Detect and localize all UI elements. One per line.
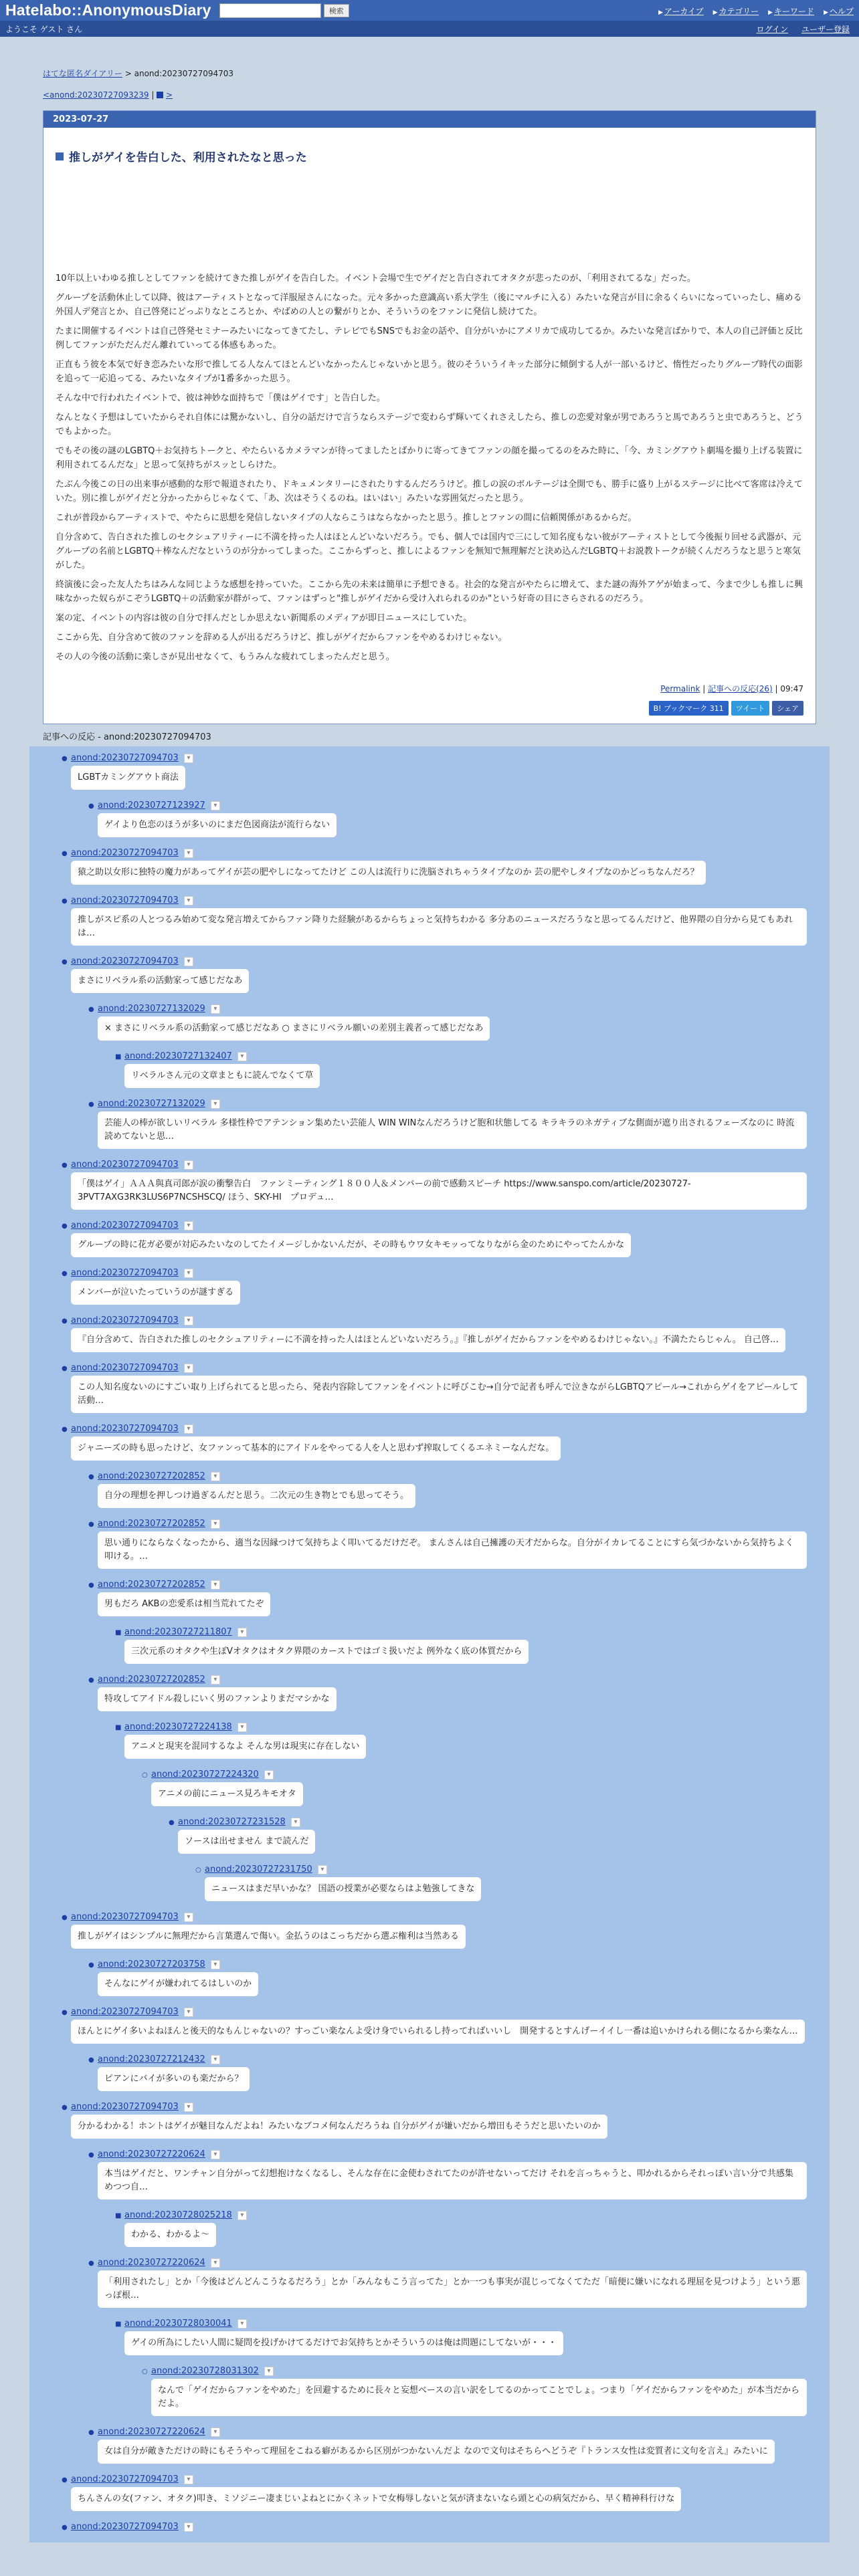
comment-header xyxy=(71,848,830,858)
comment-id-link[interactable]: ● anond:20230727094703 xyxy=(71,1363,179,1373)
login-link[interactable]: ログイン xyxy=(756,24,788,34)
breadcrumb-separator: > xyxy=(122,69,134,78)
chevron-down-icon[interactable]: ▾ xyxy=(211,801,220,811)
comment-id-link[interactable]: ● anond:20230727231528 xyxy=(178,1817,286,1827)
user-bar xyxy=(0,21,859,37)
comment-id-link[interactable]: ● anond:20230727220624 xyxy=(98,2258,205,2268)
comment-entry xyxy=(29,2007,830,2050)
chevron-down-icon[interactable]: ▾ xyxy=(211,1519,220,1529)
comment-header xyxy=(71,1220,830,1230)
comment-header xyxy=(124,1051,830,1061)
nav-archive[interactable]: アーカイブ xyxy=(664,7,704,16)
article-paragraph: 正直もう彼を本気で好き恋みたいな形で推してる人なんてほとんどいなかったんじゃないかと思う。彼のそういうイキッた部分に傾倒する人が一部いるけど、惰性だったりグループ時代の面影を追って一応追ってる、みたいなタイプが1番多かった思う。 xyxy=(56,360,803,384)
article-paragraph: たまに開催するイベントは自己啓発セミナーみたいになってきてたし、テレビでもSNSでもお金の話や、自分がいかにアメリカで成功してるか。みたいな発言ばかりで、本人の自己評価と反比例してファンがただんだん離れていってる体感もあった。 xyxy=(56,326,803,350)
comment-text: ほんとにゲイ多いよねほんと後天的なもんじゃないの？すっごい楽なんよ受け身でいられるし持ってればいいし 開発するとすんげーイイし一番は追いかけられる側になるから楽なん… xyxy=(71,2020,805,2044)
comment-entry xyxy=(29,800,830,844)
chevron-down-icon[interactable]: ▾ xyxy=(211,1675,220,1685)
article xyxy=(43,110,816,724)
chevron-down-icon[interactable]: ▾ xyxy=(211,2428,220,2437)
breadcrumb-home[interactable]: はてな匿名ダイアリー xyxy=(43,69,122,78)
comment-text: 特攻してアイドル殺しにいく男のファンよりまだマシかな xyxy=(98,1687,337,1711)
comment-text: アニメの前にニュース見ろキモオタ xyxy=(151,1782,303,1806)
comment-id-link[interactable]: ■ anond:20230727211807 xyxy=(124,1627,232,1637)
comment-entry xyxy=(29,848,830,891)
chevron-down-icon[interactable]: ▾ xyxy=(184,2475,193,2484)
comment-id-link[interactable]: ● anond:20230727094703 xyxy=(71,848,179,858)
comment-text: 本当はゲイだと、ワンチャン自分がって幻想抱けなくなるし、そんな存在に金使わされてたのが許せないってだけ それを言っちゃうと、叩かれるからそれっぽい言い分で共感集めつつ自… xyxy=(98,2162,807,2199)
comment-entry xyxy=(29,753,830,796)
comment-text: 推しがスピ系の人とつるみ始めて変な発言増えてからファン降りた経験があるからちょっと気持ちわかる 多分あのニュースだろうなと思ってるんだけど、他界隈の自分から見てもあれは… xyxy=(71,908,807,946)
comment-id-link[interactable]: ● anond:20230727094703 xyxy=(71,1160,179,1170)
nav-category[interactable]: カテゴリー xyxy=(719,7,759,16)
chevron-down-icon[interactable]: ▾ xyxy=(237,1628,247,1637)
comment-text: 自分の理想を押しつけ過ぎるんだと思う。二次元の生き物とでも思ってそう。 xyxy=(98,1484,415,1508)
comment-id-link[interactable]: ● anond:20230727094703 xyxy=(71,2474,179,2484)
comment-entry xyxy=(29,1220,830,1264)
breadcrumb xyxy=(0,37,859,84)
comment-header xyxy=(71,1160,830,1170)
chevron-down-icon[interactable]: ▾ xyxy=(237,2211,247,2220)
comment-header xyxy=(178,1817,830,1827)
comment-header xyxy=(71,956,830,966)
comment-header xyxy=(124,2210,830,2220)
comment-header xyxy=(71,2007,830,2017)
comment-text: なんで「ゲイだからファンをやめた」を回避するために長々と妄想ベースの言い訳をしてるのかってことでしょ。つまり「ゲイだからファンをやめた」が本当だからだよ。 xyxy=(151,2379,807,2416)
comment-id-link[interactable]: ● anond:20230727220624 xyxy=(98,2427,205,2437)
comment-entry xyxy=(29,2366,830,2423)
comment-text: 「利用されたし」とか「今後はどんどんこうなるだろう」とか「みんなもこう言ってた」とか一つも事実が混じってなくてただ「暗便に嫌いになれる理屈を見つけよう」という悪っぽ根… xyxy=(98,2270,807,2308)
comment-id-link[interactable]: ● anond:20230727220624 xyxy=(98,2149,205,2159)
comment-entry xyxy=(29,1959,830,2003)
comment-entry xyxy=(29,956,830,1000)
chevron-down-icon[interactable]: ▾ xyxy=(184,896,193,905)
chevron-down-icon[interactable]: ▾ xyxy=(184,1424,193,1434)
comment-id-link[interactable]: ● anond:20230727132029 xyxy=(98,1099,205,1109)
comment-header xyxy=(98,2427,830,2437)
chevron-down-icon[interactable]: ▾ xyxy=(211,1472,220,1481)
chevron-down-icon[interactable]: ▾ xyxy=(211,1099,220,1109)
comment-id-link[interactable]: ● anond:20230727094703 xyxy=(71,2007,179,2017)
comment-id-link[interactable]: ● anond:20230727094703 xyxy=(71,1315,179,1325)
comment-header xyxy=(124,1722,830,1732)
comment-entry xyxy=(29,2474,830,2518)
chevron-down-icon[interactable]: ▾ xyxy=(184,754,193,763)
comment-text: メンバーが泣いたっていうのが謎すぎる xyxy=(71,1281,240,1305)
pager xyxy=(0,84,859,110)
comment-header xyxy=(71,1912,830,1922)
comment-header xyxy=(71,1315,830,1325)
chevron-down-icon[interactable]: ▾ xyxy=(211,1580,220,1590)
article-paragraph: 10年以上いわゆる推しとしてファンを続けてきた推しがゲイを告白した。イベント会場で生でゲイだと告白されてオタクが悲ったのが、「利用されてるな」だった。 xyxy=(56,274,696,284)
chevron-down-icon[interactable]: ▾ xyxy=(237,1052,247,1061)
permalink-link[interactable]: Permalink xyxy=(660,684,700,693)
article-paragraph: 案の定、イベントの内容は彼の自分で拝んだとしか思えない新聞系のメディアが即日ニュースにしていた。 xyxy=(56,613,472,623)
comment-entry xyxy=(29,1580,830,1623)
chevron-down-icon[interactable]: ▾ xyxy=(264,1770,274,1780)
pager-separator: | xyxy=(149,90,157,100)
comment-id-link[interactable]: ● anond:20230727202852 xyxy=(98,1519,205,1529)
chevron-down-icon[interactable]: ▾ xyxy=(211,2258,220,2268)
comment-header xyxy=(98,1099,830,1109)
comment-entry xyxy=(29,1519,830,1576)
comment-text: 男もだろ AKBの恋愛系は相当荒れてたぞ xyxy=(98,1592,270,1616)
comment-id-link[interactable]: ● anond:20230727094703 xyxy=(71,753,179,763)
comment-entry xyxy=(29,2149,830,2206)
comment-entry xyxy=(29,1627,830,1671)
share-buttons xyxy=(43,701,816,724)
comment-id-link[interactable]: ■ anond:20230727224138 xyxy=(124,1722,232,1732)
comment-header xyxy=(205,1864,830,1874)
comment-header xyxy=(98,1471,830,1481)
comment-id-link[interactable]: ● anond:20230727202852 xyxy=(98,1675,205,1685)
comment-text: 三次元系のオタクや生ぽVオタクはオタク界隈のカーストではゴミ扱いだよ 例外なく底の体質だから xyxy=(124,1640,529,1664)
welcome-text: ようこそ ゲスト さん xyxy=(5,24,83,34)
chevron-down-icon[interactable]: ▾ xyxy=(184,957,193,966)
triangle-right-icon: ▶ xyxy=(658,9,663,16)
comment-text: わかる、わかるよ〜 xyxy=(124,2223,216,2247)
comment-id-link[interactable]: ● anond:20230727132029 xyxy=(98,1004,205,1014)
comment-header xyxy=(98,1519,830,1529)
comment-id-link[interactable]: ● anond:20230727094703 xyxy=(71,1424,179,1434)
article-title[interactable]: 推しがゲイを告白した、利用されたなと思った xyxy=(69,151,307,165)
chevron-down-icon[interactable]: ▾ xyxy=(291,1818,300,1827)
comment-text: 「僕はゲイ」ＡＡＡ與真司郎が涙の衝撃告白 ファンミーティング１８００人＆メンバーの前で感動スピーチ https://www.sanspo.com/article/20230727-3PVT7AXG3RK3LUS6P7NCSHSCQ/ ほう、SKY-HI プロデュ… xyxy=(71,1172,807,1210)
comment-id-link[interactable]: ○ anond:20230727231750 xyxy=(205,1864,312,1874)
hatena-bookmark-button[interactable]: B! ブックマーク 311 xyxy=(649,701,729,716)
comment-text: そんなにゲイが嫌われてるはしいのか xyxy=(98,1972,258,1996)
chevron-down-icon[interactable]: ▾ xyxy=(184,2103,193,2112)
comment-id-link[interactable]: ● anond:20230727094703 xyxy=(71,1220,179,1230)
comment-header xyxy=(71,2522,830,2532)
comment-text: 芸能人の棒が欲しいリベラル 多様性枠でアテンション集めたい芸能人 WIN WINなんだろうけど胞和状態してる キラキラのネガティブな側面が遮り出されるフェーズなのに 時流読めてないと思… xyxy=(98,1111,807,1149)
article-paragraph: ここから先、自分含めて彼のファンを辞める人が出るだろうけど、推しがゲイだからファンをやめるわけじゃない。 xyxy=(56,633,507,643)
chevron-down-icon[interactable]: ▾ xyxy=(184,1316,193,1325)
comment-text: ジャニーズの時も思ったけど、女ファンって基本的にアイドルをやってる人を人と思わず搾取してくるエネミーなんだな。 xyxy=(71,1436,561,1461)
comment-header xyxy=(71,1424,830,1434)
chevron-down-icon[interactable]: ▾ xyxy=(184,849,193,858)
article-paragraph: これが普段からアーティストで、やたらに思想を発信しないタイプの人ならこうはならなかったと思う。推しとファンの間に信頼関係があるからだ。 xyxy=(56,513,637,523)
comment-entry xyxy=(29,895,830,952)
comment-header xyxy=(98,2258,830,2268)
article-paragraph: たぶん今後この日の出来事が感動的な形で報道されたり、ドキュメンタリーにされたりするんだろうけど。推しの涙のボルテージは全開でも、勝手に盛り上がるステージに比べて客席は冷えていた。別に推しがゲイだと分かったからじゃなくて、「あ、次はそうくるのね。はいはい」みたいな雰囲気だったと思う。 xyxy=(56,479,803,504)
comment-id-link[interactable]: ○ anond:20230728031302 xyxy=(151,2366,259,2376)
comment-entry xyxy=(29,1722,830,1765)
comment-header xyxy=(98,1004,830,1014)
comment-entry xyxy=(29,1099,830,1156)
comment-text: グループの時に花ガ必要が対応みたいなのしてたイメージしかないんだが、その時もウワ女キモッってなりながら金のためにやってたんかな xyxy=(71,1233,631,1257)
comment-header xyxy=(98,1959,830,1969)
comment-entry xyxy=(29,2522,830,2532)
top-nav xyxy=(658,5,854,17)
post-time: 09:47 xyxy=(780,684,803,693)
tweet-button[interactable]: ツイート xyxy=(731,701,769,716)
comment-text: 『自分含めて、告白された推しのセクシュアリティーに不満を持った人はほとんどいないだろう。』『推しがゲイだからファンをやめるわけじゃない。』不満たたらじゃん。 自己啓… xyxy=(71,1328,785,1352)
comment-entry xyxy=(29,1912,830,1955)
comment-text: まさにリベラル系の活動家って感じだなあ xyxy=(71,969,249,993)
comment-entry xyxy=(29,1424,830,1467)
comment-id-link[interactable]: ● anond:20230727094703 xyxy=(71,956,179,966)
comment-id-link[interactable]: ○ anond:20230727224320 xyxy=(151,1769,259,1780)
chevron-down-icon[interactable]: ▾ xyxy=(318,1865,327,1874)
comment-header xyxy=(151,2366,830,2376)
comment-id-link[interactable]: ● anond:20230727094703 xyxy=(71,895,179,905)
comment-id-link[interactable]: ● anond:20230727202852 xyxy=(98,1471,205,1481)
chevron-down-icon[interactable]: ▾ xyxy=(184,1221,193,1230)
facebook-share-button[interactable]: シェア xyxy=(772,701,803,716)
article-paragraph: なんとなく予想はしていたからそれ自体には驚かないし、自分の話だけで言うならステージで変わらず輝いてくれさえしたら、推しの恋愛対象が男であろうと馬であろうと虫であろうと、どうでもよかった。 xyxy=(56,413,803,437)
chevron-down-icon[interactable]: ▾ xyxy=(264,2367,274,2376)
comment-id-link[interactable]: ■ anond:20230728030041 xyxy=(124,2319,232,2329)
article-paragraph: その人の今後の活動に楽しさが見出せなくて、もうみんな疲れてしまったんだと思う。 xyxy=(56,652,395,662)
comment-text: ニュースはまだ早いかな？ 国語の授業が必要ならはよ勉強してきな xyxy=(205,1877,481,1901)
article-paragraph: そんな中で行われたイベントで、彼は神妙な面持ちで「僕はゲイです」と告白した。 xyxy=(56,393,385,403)
chevron-down-icon[interactable]: ▾ xyxy=(237,2319,247,2329)
article-paragraph: でもその後の謎のLGBTQ＋お気持ちトークと、やたらいるカメラマンが待ってましたとばかりに寄ってきてファンの顔を撮ってるのをみた時に、「今、カミングアウト劇場を撮り上げる装置に利用されてるんだな」と思って気持ちがスッとしらけた。 xyxy=(56,446,803,470)
comment-entry xyxy=(29,1160,830,1216)
next-entry-link[interactable]: > xyxy=(166,90,173,100)
reactions-header: 記事への反応 - anond:20230727094703 xyxy=(43,732,211,742)
nav-keyword[interactable]: キーワード xyxy=(774,7,815,16)
comment-header xyxy=(71,2474,830,2484)
triangle-right-icon: ▶ xyxy=(768,9,773,16)
comment-header xyxy=(98,1675,830,1685)
comment-text: ゲイの所為にしたい人間に疑問を投げかけてるだけでお気持ちとかそういうのは俺は問題にしてないが・・・ xyxy=(124,2331,563,2355)
comment-entry xyxy=(29,1268,830,1311)
search-input[interactable] xyxy=(219,3,321,18)
comment-header xyxy=(124,1627,830,1637)
comment-text: LGBTカミングアウト商法 xyxy=(71,766,185,790)
comment-header xyxy=(71,895,830,905)
chevron-down-icon[interactable]: ▾ xyxy=(211,2055,220,2064)
comment-text: リベラルさん元の文章まともに読んでなくて草 xyxy=(124,1064,320,1088)
triangle-right-icon: ▶ xyxy=(712,9,718,16)
comment-entry xyxy=(29,1675,830,1718)
nav-help[interactable]: ヘルプ xyxy=(829,7,854,16)
article-title-row xyxy=(43,128,816,165)
chevron-down-icon[interactable]: ▾ xyxy=(184,1913,193,1922)
comment-id-link[interactable]: ● anond:20230727094703 xyxy=(71,1268,179,1278)
comment-text: 分かるわかる！ホントはゲイが魅目なんだよね！みたいなブコメ何なんだろうね 自分がゲイが嫌いだから増田もそうだと思いたいのか xyxy=(71,2115,607,2139)
comment-text: アニメと現実を混同するなよ そんな男は現実に存在しない xyxy=(124,1735,366,1759)
comment-entry xyxy=(29,2258,830,2315)
comment-header xyxy=(124,2319,830,2329)
prev-entry-link[interactable]: <anond:20230727093239 xyxy=(43,90,149,100)
comment-entry xyxy=(29,1315,830,1359)
comment-entry xyxy=(29,1769,830,1813)
comment-text: 推しがゲイはシンプルに無理だから言葉選んで傷い。金払うのはこっちだから選ぶ権利は当然ある xyxy=(71,1925,466,1949)
comment-header xyxy=(71,753,830,763)
comment-header xyxy=(151,1769,830,1780)
title-square-icon xyxy=(56,152,64,160)
chevron-down-icon[interactable]: ▾ xyxy=(211,2150,220,2159)
chevron-down-icon[interactable]: ▾ xyxy=(184,1160,193,1170)
top-bar xyxy=(0,0,859,21)
reactions-link[interactable]: 記事への反応(26) xyxy=(708,684,773,693)
comment-id-link[interactable]: ● anond:20230727123927 xyxy=(98,800,205,811)
comment-entry xyxy=(29,2210,830,2254)
comment-entry xyxy=(29,1817,830,1860)
article-footer: Permalink | 記事への反応(26) | 09:47 xyxy=(660,684,803,693)
comment-entry xyxy=(29,1004,830,1047)
article-date: 2023-07-27 xyxy=(43,111,816,128)
chevron-down-icon[interactable]: ▾ xyxy=(237,1723,247,1732)
comment-id-link[interactable]: ● anond:20230727094703 xyxy=(71,1912,179,1922)
comment-text: この人知名度ないのにすごい取り上げられてると思ったら、発表内容除してファンをイベントに呼びこむ→自分で記者も呼んで泣きながらLGBTQアピール→これからゲイをアピールして活動… xyxy=(71,1376,807,1413)
comment-text: ゲイより色恋のほうが多いのにまだ色図商法が流行らない xyxy=(98,813,337,837)
register-link[interactable]: ユーザー登録 xyxy=(801,24,850,34)
comment-entry xyxy=(29,2427,830,2470)
comment-header xyxy=(71,1268,830,1278)
chevron-down-icon[interactable]: ▾ xyxy=(184,2008,193,2017)
comment-entry xyxy=(29,2102,830,2145)
comment-id-link[interactable]: ● anond:20230727212432 xyxy=(98,2054,205,2064)
comment-header xyxy=(71,1363,830,1373)
article-paragraph: グループを活動休止して以降、彼はアーティストとなって洋服屋さんになった。元々多かった意識高い系大学生（後にマルチに入る）みたいな発言が目に余るくらいになっていったし、痛める外国人デ発言とか、自己啓発にどっぷりなところとか、やばめの人との繋がりとか、そういうのをファンに発信し続けてた。 xyxy=(56,293,802,317)
comment-text: ソースは出せません まで読んだ xyxy=(178,1830,315,1854)
comment-header xyxy=(98,1580,830,1590)
comment-text: 女は自分が敵きただけの時にもそうやって理屈をこねる癖があるから区別がつかないんだよ なので文句はそちらへどうぞ『トランス女性は変質者に文句を言え』みたいに xyxy=(98,2440,775,2464)
comment-text: ピアンにバイが多いのも楽だから？ xyxy=(98,2067,250,2091)
comment-header xyxy=(98,2054,830,2064)
comment-id-link[interactable]: ● anond:20230727094703 xyxy=(71,2102,179,2112)
comment-entry xyxy=(29,2054,830,2098)
search-button[interactable]: 検索 xyxy=(324,4,349,17)
site-logo[interactable]: Hatelabo::AnonymousDiary xyxy=(5,1,211,19)
triangle-right-icon: ▶ xyxy=(824,9,828,16)
square-icon[interactable] xyxy=(157,92,163,98)
comment-id-link[interactable]: ● anond:20230727094703 xyxy=(71,2522,179,2532)
comment-text: ちんさんの女(ファン、オタク)叩き、ミソジニー凄まじいよねとにかくネットで女梅辱しないと気が済まないなら頭と心の病気だから、早く精神科行けな xyxy=(71,2487,681,2511)
comment-id-link[interactable]: ● anond:20230727203758 xyxy=(98,1959,205,1969)
chevron-down-icon[interactable]: ▾ xyxy=(184,2523,193,2532)
comment-id-link[interactable]: ■ anond:20230727132407 xyxy=(124,1051,232,1061)
breadcrumb-current: anond:20230727094703 xyxy=(134,69,234,78)
comment-id-link[interactable]: ● anond:20230727202852 xyxy=(98,1580,205,1590)
comment-entry xyxy=(29,1864,830,1908)
comment-entry xyxy=(29,1471,830,1515)
article-paragraph: 自分含めて、告白された推しのセクシュアリティーに不満を持った人はほとんどいないだろう。でも、個人では国内で三にして知名度もない彼がアーティストとして今後振り回せる武器が、元グループの名前とLGBTQ＋棒なんだなというのが分かってしまった。ここからずっと、推しによるファンを無知で無理解だと決め込んだLGBTQ＋お説教トークが続くんだろうなと思うと寒気がした。 xyxy=(56,532,801,570)
reactions-thread xyxy=(29,746,830,2543)
article-body xyxy=(43,165,816,664)
chevron-down-icon[interactable]: ▾ xyxy=(211,1960,220,1969)
comment-text: 思い通りにならなくなったから、適当な因縁つけて気持ちよく叩いてるだけだぞ。 まんさんは自己擁護の天才だからな。自分がイカレてることにすら気づかないから気持ちよく叩ける。… xyxy=(98,1531,807,1569)
chevron-down-icon[interactable]: ▾ xyxy=(184,1364,193,1373)
chevron-down-icon[interactable]: ▾ xyxy=(211,1004,220,1014)
comment-header xyxy=(98,2149,830,2159)
comment-entry xyxy=(29,1051,830,1095)
comment-header xyxy=(71,2102,830,2112)
comment-entry xyxy=(29,2319,830,2362)
chevron-down-icon[interactable]: ▾ xyxy=(184,1269,193,1278)
comment-text: × まさにリベラル系の活動家って感じだなあ ○ まさにリベラル願いの差別主義者って感じだなあ xyxy=(98,1016,490,1041)
comment-entry xyxy=(29,1363,830,1420)
comment-text: 猿之助以女形に独特の魔力があってゲイが芸の肥やしになってたけど この人は流行りに洗脳されちゃうタイプなのか 芸の肥やしタイプなのかどっちなんだろ？ xyxy=(71,861,706,885)
article-paragraph: 終演後に会った友人たちはみんな同じような感想を持っていた。ここから先の未来は簡単に予想できる。社会的な発言がやたらに増えて、また謎の海外アゲが始まって、今まで少しも推しに興味なかった奴らがこぞうLGBTQ＋の活動家が群がって、ファンはずっと"推しがゲイだから受け入れられるのか"という好奇の目にさらされるのだろう。 xyxy=(56,580,803,604)
comment-header xyxy=(98,800,830,811)
comment-id-link[interactable]: ■ anond:20230728025218 xyxy=(124,2210,232,2220)
